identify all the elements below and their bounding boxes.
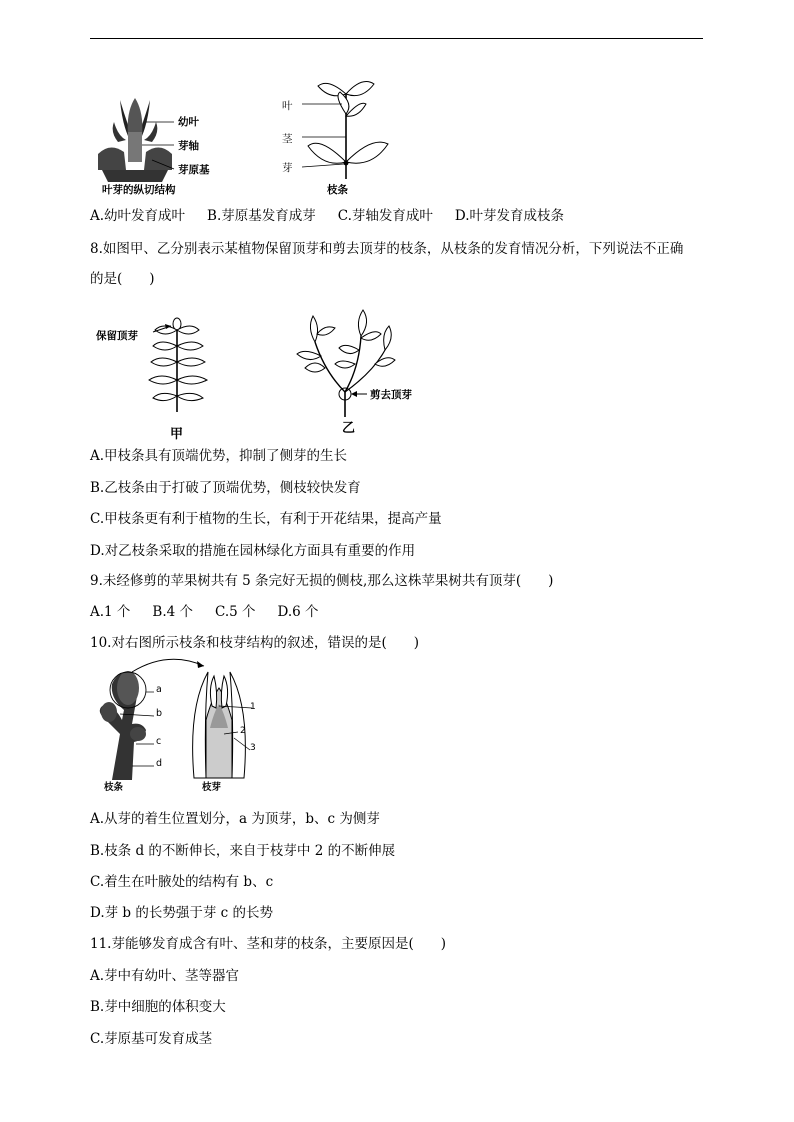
q7-option-a: A.幼叶发育成叶 bbox=[90, 208, 186, 224]
label-young-leaf: 幼叶 bbox=[178, 116, 199, 128]
q9-option-c: C.5 个 bbox=[215, 604, 256, 620]
branch-caption: 枝条 bbox=[327, 184, 348, 196]
q10-option-c: C.着生在叶腋处的结构有 b、c bbox=[90, 874, 274, 890]
q8-option-d: D.对乙枝条采取的措施在园林绿化方面具有重要的作用 bbox=[90, 543, 416, 559]
q8-option-a: A.甲枝条具有顶端优势，抑制了侧芽的生长 bbox=[90, 448, 348, 464]
label-bud: 芽 bbox=[282, 162, 293, 174]
q10-option-b: B.枝条 d 的不断伸长，来自于枝芽中 2 的不断伸展 bbox=[90, 843, 396, 859]
q10-caption-bud: 枝芽 bbox=[202, 782, 222, 793]
q9-stem: 9.未经修剪的苹果树共有 5 条完好无损的侧枝,那么这株苹果树共有顶芽( ) bbox=[90, 573, 554, 589]
label-bud-axis: 芽轴 bbox=[178, 140, 199, 152]
q10-branch-figure bbox=[92, 664, 177, 780]
q11-option-c: C.芽原基可发育成茎 bbox=[90, 1031, 213, 1047]
q11-option-b: B.芽中细胞的体积变大 bbox=[90, 999, 226, 1015]
q11-option-a: A.芽中有幼叶、茎等器官 bbox=[90, 968, 240, 984]
q7-options bbox=[90, 207, 564, 225]
label-a: a bbox=[156, 684, 162, 695]
label-c: c bbox=[156, 736, 162, 747]
q9-option-b: B.4 个 bbox=[152, 604, 194, 620]
q7-option-c: C.芽轴发育成叶 bbox=[337, 208, 433, 224]
label-leaf: 叶 bbox=[282, 100, 293, 112]
q9-option-d: D.6 个 bbox=[277, 604, 319, 620]
label-stem: 茎 bbox=[282, 133, 293, 145]
label-2: 2 bbox=[240, 726, 246, 736]
label-d: d bbox=[156, 758, 163, 769]
q8-stem-line2: 的是( ) bbox=[90, 271, 155, 287]
caption-jia: 甲 bbox=[170, 427, 184, 442]
q9-options bbox=[90, 603, 319, 621]
leafbud-caption: 叶芽的纵切结构 bbox=[102, 184, 176, 196]
q8-option-c: C.甲枝条更有利于植物的生长，有利于开花结果，提高产量 bbox=[90, 511, 442, 527]
q8-option-b: B.乙枝条由于打破了顶端优势，侧枝较快发育 bbox=[90, 480, 361, 496]
q10-caption-branch: 枝条 bbox=[104, 782, 124, 793]
branch-figure bbox=[280, 74, 400, 179]
caption-yi: 乙 bbox=[342, 421, 356, 436]
q11-stem: 11.芽能够发育成含有叶、茎和芽的枝条，主要原因是( ) bbox=[90, 936, 447, 952]
branch-keep-apical-figure bbox=[145, 312, 215, 412]
label-bud-primordium: 芽原基 bbox=[178, 164, 210, 176]
q10-stem: 10.对右图所示枝条和枝芽结构的叙述，错误的是( ) bbox=[90, 635, 420, 651]
label-cut-apical-bud: 剪去顶芽 bbox=[370, 389, 412, 401]
header-rule bbox=[90, 38, 703, 39]
q10-bud-section-figure bbox=[184, 668, 264, 778]
label-1: 1 bbox=[250, 702, 256, 712]
leaf-bud-section-figure bbox=[92, 92, 187, 182]
q10-option-d: D.芽 b 的长势强于芽 c 的长势 bbox=[90, 905, 274, 921]
label-3: 3 bbox=[250, 743, 256, 753]
q7-option-d: D.叶芽发育成枝条 bbox=[454, 208, 565, 224]
q9-option-a: A.1 个 bbox=[90, 604, 131, 620]
q7-option-b: B.芽原基发育成芽 bbox=[207, 208, 316, 224]
label-keep-apical-bud: 保留顶芽 bbox=[96, 330, 138, 342]
q8-stem-line1: 8.如图甲、乙分别表示某植物保留顶芽和剪去顶芽的枝条，从枝条的发育情况分析，下列说法不正确 bbox=[90, 241, 684, 257]
label-b: b bbox=[156, 708, 163, 719]
q10-option-a: A.从芽的着生位置划分，a 为顶芽，b、c 为侧芽 bbox=[90, 811, 380, 827]
